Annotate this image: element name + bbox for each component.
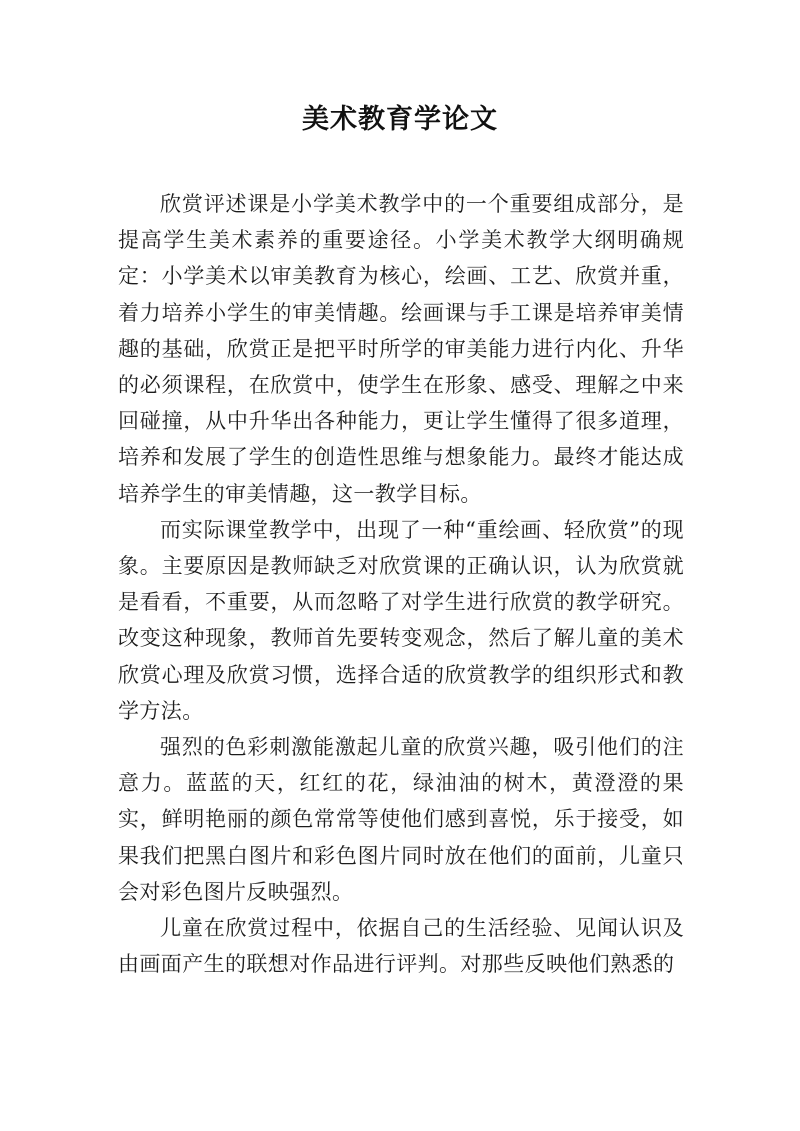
paragraph-3: 强烈的色彩刺激能激起儿童的欣赏兴趣，吸引他们的注意力。蓝蓝的天，红红的花，绿油油的树木，黄澄澄的果实，鲜明艳丽的颜色常常等使他们感到喜悦，乐于接受，如果我们把黑白图片和彩色图片同时放在他们的面前，儿童只会对彩色图片反映强烈。 [118, 735, 684, 904]
paragraph-1: 欣赏评述课是小学美术教学中的一个重要组成部分，是提高学生美术素养的重要途径。小学美术教学大纲明确规定：小学美术以审美教育为核心，绘画、工艺、欣赏并重，着力培养小学生的审美情趣。绘画课与手工课是培养审美情趣的基础，欣赏正是把平时所学的审美能力进行内化、升华的必须课程，在欣赏中，使学生在形象、感受、理解之中来回碰撞，从中升华出各种能力，更让学生懂得了很多道理，培养和发展了学生的创造性思维与想象能力。最终才能达成培养学生的审美情趣，这一教学目标。 [118, 192, 684, 506]
document-title: 美术教育学论文 [302, 104, 498, 135]
paragraph-2: 而实际课堂教学中，出现了一种“重绘画、轻欣赏”的现象。主要原因是教师缺乏对欣赏课的正确认识，认为欣赏就是看看，不重要，从而忽略了对学生进行欣赏的教学研究。改变这种现象，教师首先要转变观念，然后了解儿童的美术欣赏心理及欣赏习惯，选择合适的欣赏教学的组织形式和教学方法。 [118, 517, 684, 723]
paragraph-4: 儿童在欣赏过程中，依据自己的生活经验、见闻认识及由画面产生的联想对作品进行评判。对那些反映他们熟悉的 [118, 916, 684, 977]
document-body [118, 186, 684, 982]
